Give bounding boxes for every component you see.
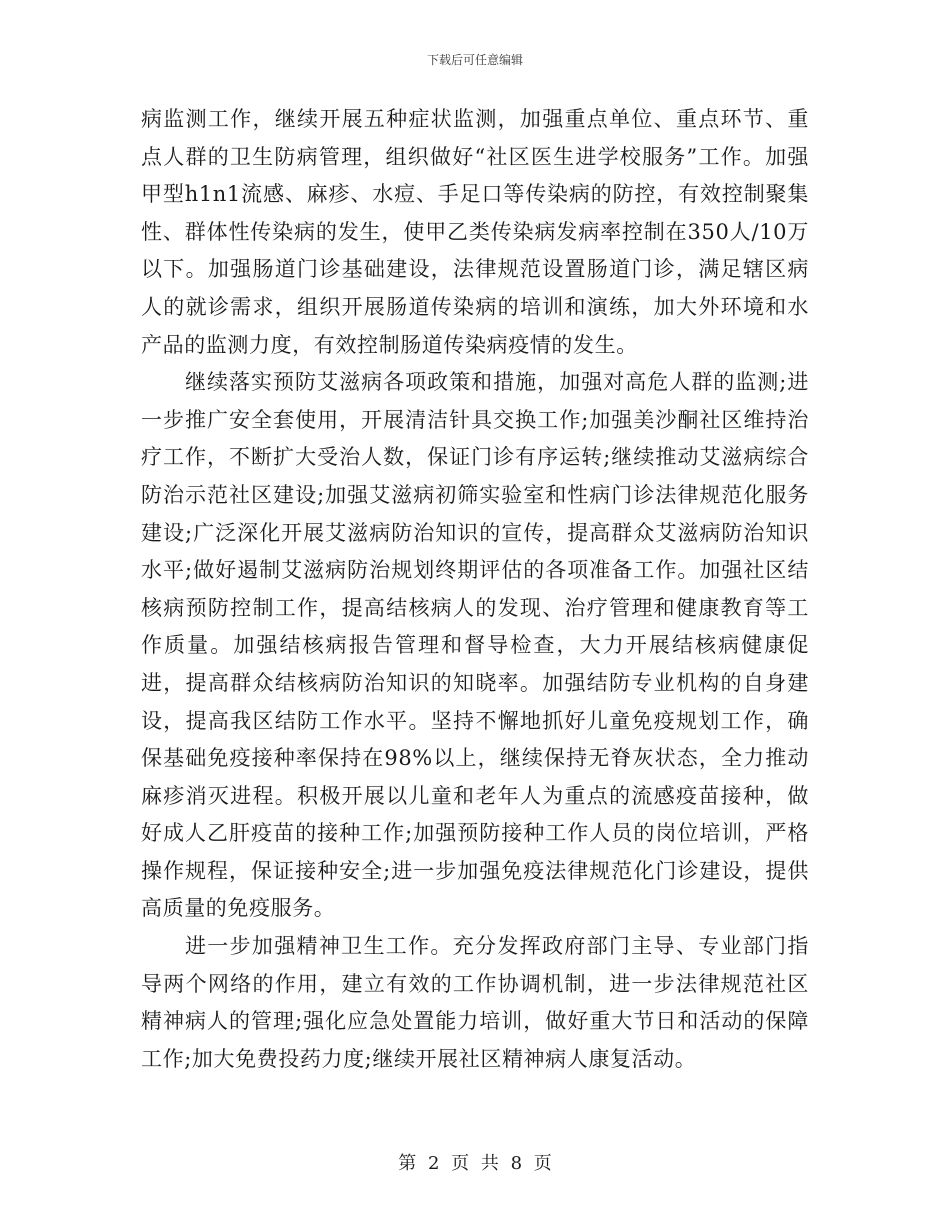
document-body <box>141 101 809 1078</box>
paragraph-mental-health: 进一步加强精神卫生工作。充分发挥政府部门主导、专业部门指导两个网络的作用，建立有效的工作协调机制，进一步法律规范社区精神病人的管理;强化应急处置能力培训，做好重大节日和活动的保障工作;加大免费投药力度;继续开展社区精神病人康复活动。 <box>141 934 809 1071</box>
paragraph-disease-monitoring: 病监测工作，继续开展五种症状监测，加强重点单位、重点环节、重点人群的卫生防病管理，组织做好“社区医生进学校服务”工作。加强甲型h1n1流感、麻疹、水痘、手足口等传染病的防控，有效控制聚集性、群体性传染病的发生，使甲乙类传染病发病率控制在350人/10万以下。加强肠道门诊基础建设，法律规范设置肠道门诊，满足辖区病人的就诊需求，组织开展肠道传染病的培训和演练，加大外环境和水产品的监测力度，有效控制肠道传染病疫情的发生。 <box>141 107 809 357</box>
page-number-footer: 第 2 页 共 8 页 <box>398 1153 552 1174</box>
paragraph-aids-tb-immunization: 继续落实预防艾滋病各项政策和措施，加强对高危人群的监测;进一步推广安全套使用，开展清洁针具交换工作;加强美沙酮社区维持治疗工作，不断扩大受治人数，保证门诊有序运转;继续推动艾滋病综合防治示范社区建设;加强艾滋病初筛实验室和性病门诊法律规范化服务建设;广泛深化开展艾滋病防治知识的宣传，提高群众艾滋病防治知识水平;做好遏制艾滋病防治规划终期评估的各项准备工作。加强社区结核病预防控制工作，提高结核病人的发现、治疗管理和健康教育等工作质量。加强结核病报告管理和督导检查，大力开展结核病健康促进，提高群众结核病防治知识的知晓率。加强结防专业机构的自身建设，提高我区结防工作水平。坚持不懈地抓好儿童免疫规划工作，确保基础免疫接种率保持在98%以上，继续保持无脊灰状态，全力推动麻疹消灭进程。积极开展以儿童和老年人为重点的流感疫苗接种，做好成人乙肝疫苗的接种工作;加强预防接种工作人员的岗位培训，严格操作规程，保证接种安全;进一步加强免疫法律规范化门诊建设，提供高质量的免疫服务。 <box>141 370 809 921</box>
page-header-note: 下载后可任意编辑 <box>426 53 523 67</box>
